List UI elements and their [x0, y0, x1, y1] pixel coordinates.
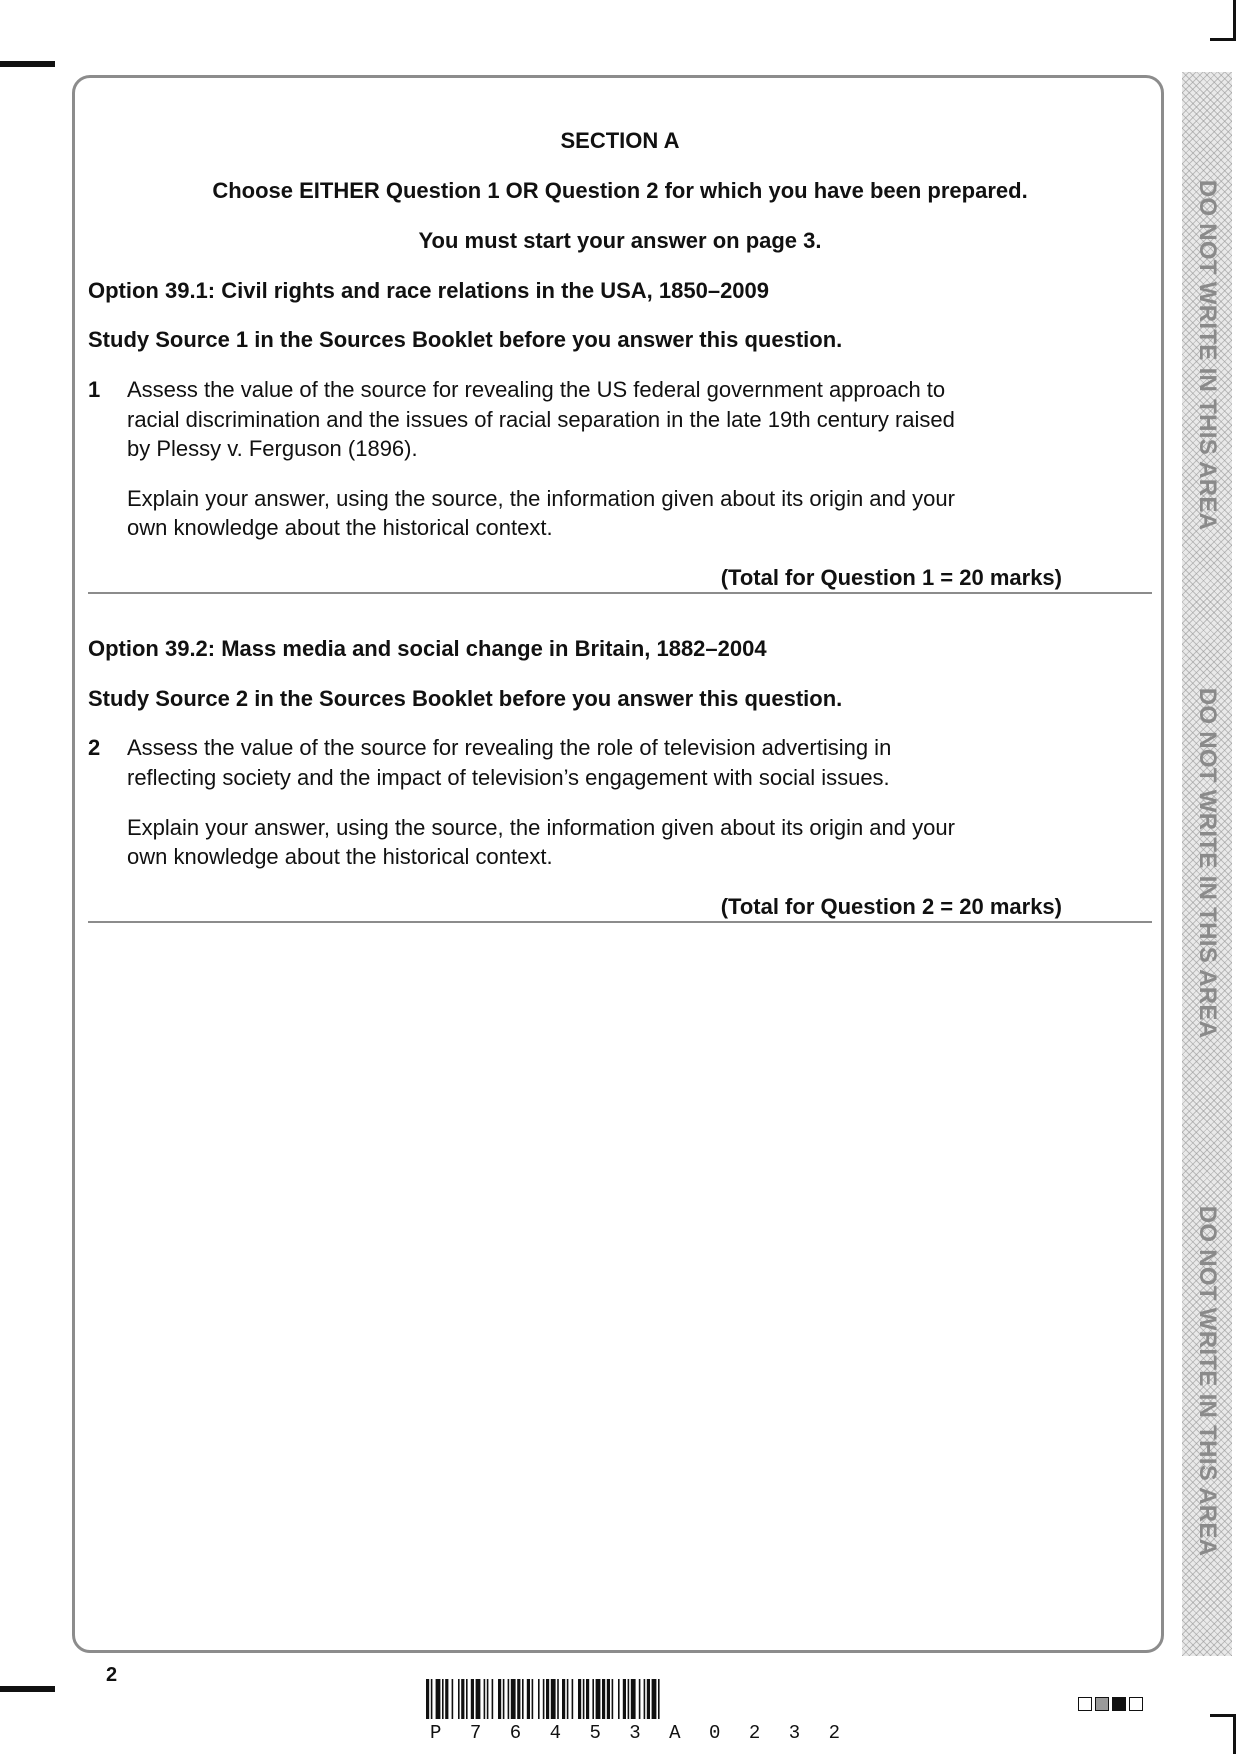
barcode-bar [445, 1679, 448, 1719]
barcode-bar [578, 1679, 581, 1719]
barcode-bar [498, 1679, 501, 1719]
question-1-total: (Total for Question 1 = 20 marks) [720, 565, 1062, 590]
barcode-bar [652, 1679, 657, 1719]
question-2-line-2: reflecting society and the impact of television’s engagement with social issues. [127, 765, 890, 790]
barcode-bar [442, 1679, 444, 1719]
question-2-divider [88, 921, 1152, 923]
crop-mark-left-top [0, 61, 55, 67]
question-1-divider [88, 592, 1152, 594]
barcode-bar [426, 1679, 429, 1719]
question-2-total: (Total for Question 2 = 20 marks) [720, 894, 1062, 919]
page-indicator-boxes [1078, 1697, 1143, 1711]
question-1-explain-1: Explain your answer, using the source, the information given about its origin and your [127, 486, 955, 511]
barcode-bar [647, 1679, 650, 1719]
barcode-bar [538, 1679, 540, 1719]
barcode-bar [572, 1679, 574, 1719]
question-2-line-1: Assess the value of the source for revealing the role of television advertising in [127, 735, 892, 760]
barcode-bar [618, 1679, 620, 1719]
barcode-bar [436, 1679, 441, 1719]
barcode-bar [567, 1679, 569, 1719]
barcode-bar [602, 1679, 605, 1719]
barcode-bar [503, 1679, 505, 1719]
barcode-bar [562, 1679, 565, 1719]
barcode-bar [623, 1679, 626, 1719]
barcode-text [430, 1722, 840, 1744]
barcode-bar [532, 1679, 534, 1719]
option-1-study: Study Source 1 in the Sources Booklet before you answer this question. [88, 327, 843, 352]
indicator-box-black [1112, 1697, 1126, 1711]
barcode-bar [461, 1679, 464, 1719]
question-2-explain-2: own knowledge about the historical context. [127, 844, 553, 869]
option-2-study: Study Source 2 in the Sources Booklet before you answer this question. [88, 686, 843, 711]
barcode-bar [551, 1679, 556, 1719]
barcode-bar [596, 1679, 601, 1719]
crop-mark-right-top-v [1233, 0, 1236, 40]
barcode-bar [607, 1679, 610, 1719]
barcode-bar [458, 1679, 460, 1719]
option-2-heading: Option 39.2: Mass media and social change in Britain, 1882–2004 [88, 636, 767, 661]
barcode-char: 2 [748, 1722, 761, 1744]
barcode-bar [487, 1679, 489, 1719]
barcode [424, 1679, 844, 1719]
start-page-note: You must start your answer on page 3. [418, 228, 822, 253]
barcode-bar [543, 1679, 545, 1719]
barcode-bar [527, 1679, 530, 1719]
question-1-explain-2: own knowledge about the historical context. [127, 515, 553, 540]
barcode-bar [628, 1679, 630, 1719]
barcode-bar [471, 1679, 474, 1719]
section-instruction: Choose EITHER Question 1 OR Question 2 for which you have been prepared. [212, 178, 1028, 203]
barcode-bar [658, 1679, 660, 1719]
crop-mark-right-top-h [1210, 38, 1236, 41]
barcode-bar [522, 1679, 524, 1719]
indicator-box-empty [1078, 1697, 1092, 1711]
barcode-bar [511, 1679, 516, 1719]
barcode-char: 3 [788, 1722, 801, 1744]
question-1-number: 1 [88, 377, 101, 402]
barcode-bar [583, 1679, 585, 1719]
barcode-bar [466, 1679, 468, 1719]
question-2-explain-1: Explain your answer, using the source, the information given about its origin and your [127, 815, 955, 840]
barcode-char: 2 [828, 1722, 840, 1744]
barcode-bar [557, 1679, 559, 1719]
question-2-number: 2 [88, 735, 101, 760]
section-title: SECTION A [560, 128, 680, 153]
option-1-heading: Option 39.1: Civil rights and race relations in the USA, 1850–2009 [88, 278, 770, 303]
page-number: 2 [106, 1664, 118, 1686]
barcode-char: 4 [549, 1722, 561, 1744]
indicator-box-empty [1129, 1697, 1143, 1711]
question-1-line-2: racial discrimination and the issues of racial separation in the late 19th century raised [127, 407, 955, 432]
barcode-char: A [669, 1722, 681, 1744]
barcode-char: P [430, 1722, 442, 1744]
barcode-bar [644, 1679, 646, 1719]
barcode-char: 6 [509, 1722, 522, 1744]
barcode-char: 0 [709, 1722, 721, 1744]
margin-warning-middle: DO NOT WRITE IN THIS AREA [1194, 687, 1221, 1039]
crop-mark-right-bottom-h [1210, 1714, 1236, 1717]
barcode-bar [546, 1679, 549, 1719]
barcode-char: 7 [469, 1722, 482, 1744]
barcode-bar [639, 1679, 641, 1719]
barcode-bar [492, 1679, 494, 1719]
barcode-bar [476, 1679, 481, 1719]
question-1-line-1: Assess the value of the source for revealing the US federal government approach to [127, 377, 946, 402]
barcode-char: 5 [589, 1722, 601, 1744]
barcode-bar [508, 1679, 510, 1719]
barcode-bar [517, 1679, 520, 1719]
barcode-char: 3 [629, 1722, 641, 1744]
barcode-bar [612, 1679, 614, 1719]
crop-mark-left-bottom [0, 1686, 55, 1692]
margin-warning-top: DO NOT WRITE IN THIS AREA [1194, 179, 1221, 531]
barcode-bar [452, 1679, 454, 1719]
barcode-bar [431, 1679, 433, 1719]
indicator-box-grey [1095, 1697, 1109, 1711]
barcode-bar [586, 1679, 589, 1719]
margin-warning-bottom: DO NOT WRITE IN THIS AREA [1194, 1205, 1221, 1557]
barcode-bar [484, 1679, 486, 1719]
crop-mark-right-bottom-v [1233, 1714, 1236, 1754]
question-1-line-3: by Plessy v. Ferguson (1896). [127, 436, 418, 461]
barcode-bar [592, 1679, 594, 1719]
barcode-bar [631, 1679, 636, 1719]
